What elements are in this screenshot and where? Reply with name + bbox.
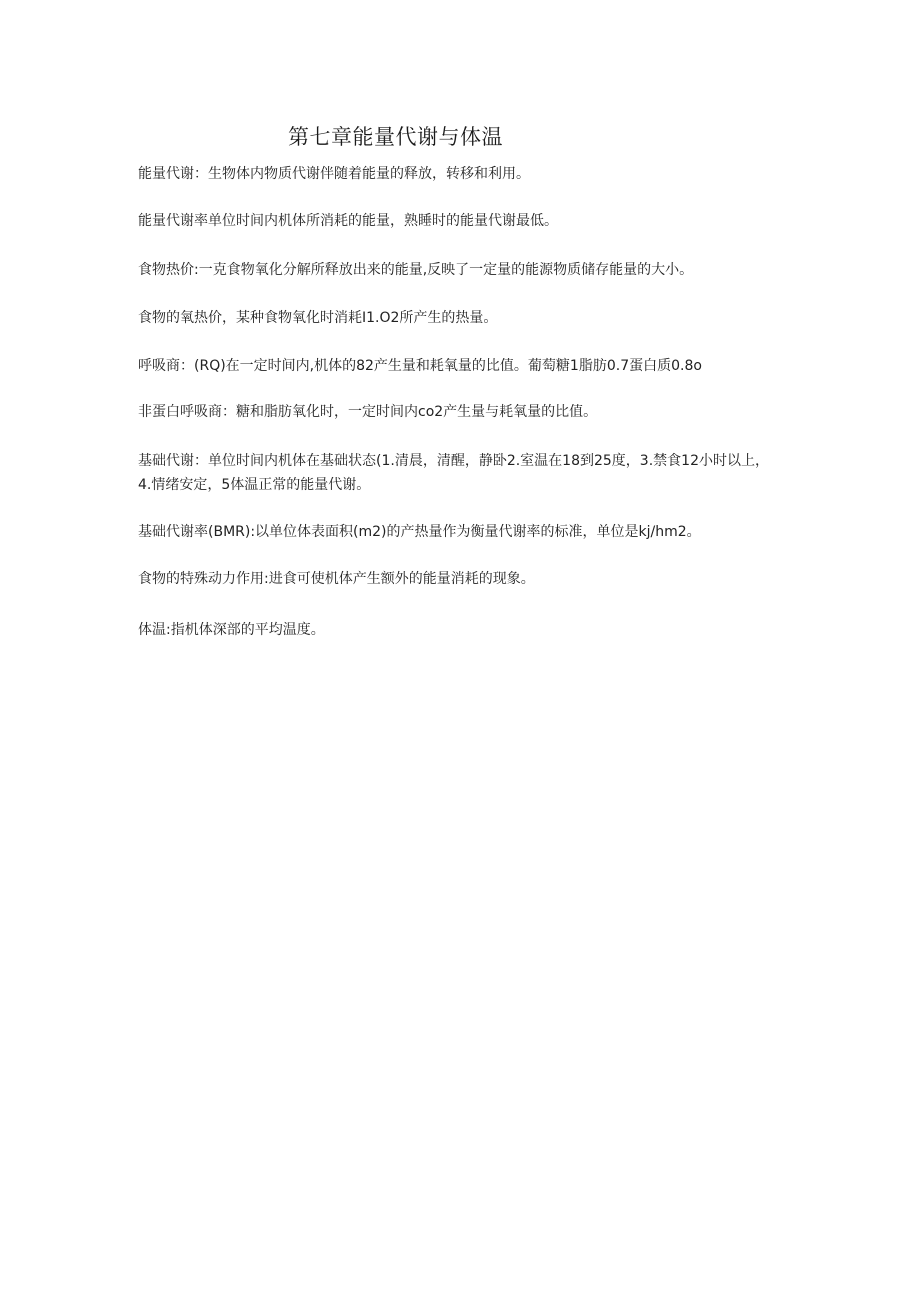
paragraph-metabolic-rate: 能量代谢率单位时间内机体所消耗的能量，熟睡时的能量代谢最低。 [138, 213, 558, 229]
paragraph-energy-metabolism: 能量代谢：生物体内物质代谢伴随着能量的释放，转移和利用。 [138, 166, 530, 182]
paragraph-respiratory-quotient: 呼吸商：(RQ)在一定时间内,机体的82产生量和耗氧量的比值。葡萄糖1脂肪0.7蛋白质0.8o [138, 358, 702, 374]
paragraph-oxygen-caloric-value: 食物的氧热价，某种食物氧化时消耗I1.O2所产生的热量。 [138, 310, 498, 326]
paragraph-specific-dynamic-action: 食物的特殊动力作用:进食可使机体产生额外的能量消耗的现象。 [138, 571, 535, 587]
chapter-title: 第七章能量代谢与体温 [288, 125, 503, 149]
paragraph-basal-metabolism: 基础代谢：单位时间内机体在基础状态(1.清晨，清醒，静卧2.室温在18到25度，3.禁食12小时以上，4.情绪安定，5体温正常的能量代谢。 [138, 453, 769, 493]
paragraph-body-temperature: 体温:指机体深部的平均温度。 [138, 622, 325, 638]
paragraph-bmr: 基础代谢率(BMR):以单位体表面积(m2)的产热量作为衡量代谢率的标准，单位是kj/hm2。 [138, 524, 701, 540]
paragraph-nonprotein-rq: 非蛋白呼吸商：糖和脂肪氧化时，一定时间内co2产生量与耗氧量的比值。 [138, 404, 598, 420]
paragraph-food-caloric-value: 食物热价:一克食物氧化分解所释放出来的能量,反映了一定量的能源物质储存能量的大小。 [138, 262, 694, 278]
